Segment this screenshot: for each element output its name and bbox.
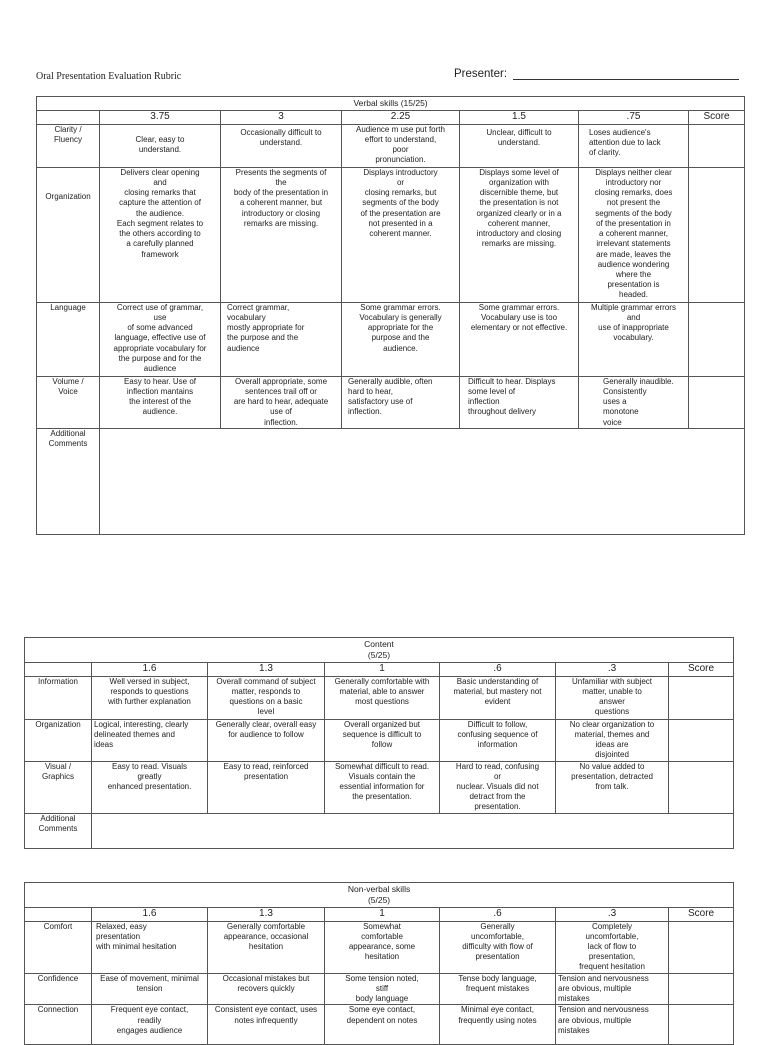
rubric-cell: No value added to presentation, detracted from talk. bbox=[556, 761, 669, 813]
score-header: Score bbox=[669, 907, 734, 921]
presenter-field bbox=[454, 68, 739, 80]
score-input-cell[interactable] bbox=[689, 302, 745, 376]
points-header: 1.5 bbox=[460, 110, 579, 124]
rubric-cell: Generally uncomfortable, difficulty with flow of presentation bbox=[440, 921, 556, 973]
rubric-cell: Overall command of subject matter, responds to questions on a basic level bbox=[208, 676, 325, 719]
points-header: 3.75 bbox=[100, 110, 221, 124]
rubric-cell: Presents the segments of the body of the presentation in a coherent manner, but introductory or closing remarks are missing. bbox=[221, 167, 342, 302]
rubric-cell: Unfamiliar with subject matter, unable to answer questions bbox=[556, 676, 669, 719]
points-header: .6 bbox=[440, 907, 556, 921]
rubric-cell: Easy to read, reinforced presentation bbox=[208, 761, 325, 813]
rubric-cell: Tension and nervousness are obvious, multiple mistakes bbox=[556, 1005, 669, 1045]
rubric-cell: Occasionally difficult to understand. bbox=[221, 124, 342, 167]
points-header: .3 bbox=[556, 907, 669, 921]
rubric-cell: Generally audible, often hard to hear, satisfactory use of inflection. bbox=[342, 376, 460, 428]
score-input-cell[interactable] bbox=[669, 761, 734, 813]
points-header: 1.6 bbox=[92, 662, 208, 676]
rubric-cell: Basic understanding of material, but mastery not evident bbox=[440, 676, 556, 719]
corner-cell bbox=[25, 907, 92, 921]
comments-input-cell[interactable] bbox=[100, 428, 745, 534]
rubric-cell: Displays introductory or closing remarks, but segments of the body of the presentation are not presented in a coherent manner. bbox=[342, 167, 460, 302]
non-verbal-skills-table bbox=[24, 882, 734, 1045]
rubric-cell: Correct grammar, vocabulary mostly appropriate for the purpose and the audience bbox=[221, 302, 342, 376]
rubric-cell: Delivers clear opening and closing remarks that capture the attention of the audience. Each segment relates to the others according to a carefully planned framework bbox=[100, 167, 221, 302]
rubric-cell: Logical, interesting, clearly delineated themes and ideas bbox=[92, 719, 208, 761]
verbal-skills-table bbox=[36, 96, 745, 535]
content-table bbox=[24, 637, 734, 849]
points-header: 3 bbox=[221, 110, 342, 124]
rubric-cell: Relaxed, easy presentation with minimal hesitation bbox=[92, 921, 208, 973]
score-input-cell[interactable] bbox=[669, 921, 734, 973]
rubric-cell: Displays some level of organization with discernible theme, but the presentation is not organized clearly or in a coherent manner, introductory and closing remarks are missing. bbox=[460, 167, 579, 302]
rubric-cell: Minimal eye contact, frequently using notes bbox=[440, 1005, 556, 1045]
rubric-cell: Overall organized but sequence is difficult to follow bbox=[325, 719, 440, 761]
rubric-cell: Some tension noted, stiff body language bbox=[325, 973, 440, 1005]
points-header: .6 bbox=[440, 662, 556, 676]
rubric-cell: Completely uncomfortable, lack of flow to presentation, frequent hesitation bbox=[556, 921, 669, 973]
score-header: Score bbox=[669, 662, 734, 676]
rubric-cell: Correct use of grammar, use of some advanced language, effective use of appropriate vocabulary for the purpose and for the audience bbox=[100, 302, 221, 376]
rubric-cell: No clear organization to material, themes and ideas are disjointed bbox=[556, 719, 669, 761]
rubric-cell: Frequent eye contact, readily engages audience bbox=[92, 1005, 208, 1045]
score-input-cell[interactable] bbox=[669, 676, 734, 719]
section-title: Verbal skills (15/25) bbox=[37, 97, 745, 111]
row-label-connection: Connection bbox=[25, 1005, 92, 1045]
rubric-cell: Displays neither clear introductory nor closing remarks, does not present the segments of the body of the presentation in a coherent manner, irrelevant statements are made, leaves the audience wondering where the presentation is headed. bbox=[579, 167, 689, 302]
rubric-cell: Tense body language, frequent mistakes bbox=[440, 973, 556, 1005]
rubric-cell: Unclear, difficult to understand. bbox=[460, 124, 579, 167]
presenter-label: Presenter: bbox=[454, 68, 508, 80]
rubric-cell: Ease of movement, minimal tension bbox=[92, 973, 208, 1005]
rubric-cell: Some grammar errors. Vocabulary is generally appropriate for the purpose and the audience. bbox=[342, 302, 460, 376]
points-header: .3 bbox=[556, 662, 669, 676]
rubric-cell: Tension and nervousness are obvious, multiple mistakes bbox=[556, 973, 669, 1005]
rubric-cell: Some grammar errors. Vocabulary use is too elementary or not effective. bbox=[460, 302, 579, 376]
score-input-cell[interactable] bbox=[669, 973, 734, 1005]
points-header: 1.6 bbox=[92, 907, 208, 921]
rubric-cell: Difficult to follow, confusing sequence of information bbox=[440, 719, 556, 761]
rubric-cell: Well versed in subject, responds to questions with further explanation bbox=[92, 676, 208, 719]
score-input-cell[interactable] bbox=[669, 1005, 734, 1045]
row-label-organization: Organization bbox=[37, 167, 100, 302]
rubric-cell: Generally clear, overall easy for audience to follow bbox=[208, 719, 325, 761]
points-header: 1.3 bbox=[208, 662, 325, 676]
row-label-organization: Organization bbox=[25, 719, 92, 761]
presenter-blank-line[interactable] bbox=[513, 68, 739, 80]
rubric-cell: Some eye contact, dependent on notes bbox=[325, 1005, 440, 1045]
points-header: .75 bbox=[579, 110, 689, 124]
score-input-cell[interactable] bbox=[669, 719, 734, 761]
rubric-cell: Somewhat difficult to read. Visuals contain the essential information for the presentation. bbox=[325, 761, 440, 813]
document-title: Oral Presentation Evaluation Rubric bbox=[36, 71, 182, 82]
row-label-clarity: Clarity / Fluency bbox=[37, 124, 100, 167]
rubric-cell: Hard to read, confusing or nuclear. Visuals did not detract from the presentation. bbox=[440, 761, 556, 813]
document-header bbox=[36, 68, 740, 88]
row-label-comments: Additional Comments bbox=[37, 428, 100, 534]
points-header: 2.25 bbox=[342, 110, 460, 124]
rubric-cell: Generally comfortable with material, able to answer most questions bbox=[325, 676, 440, 719]
rubric-cell: Generally inaudible. Consistently uses a monotone voice bbox=[579, 376, 689, 428]
comments-input-cell[interactable] bbox=[92, 813, 734, 848]
points-header: 1.3 bbox=[208, 907, 325, 921]
rubric-cell: Consistent eye contact, uses notes infrequently bbox=[208, 1005, 325, 1045]
corner-cell bbox=[25, 662, 92, 676]
row-label-language: Language bbox=[37, 302, 100, 376]
row-label-comfort: Comfort bbox=[25, 921, 92, 973]
rubric-cell: Clear, easy to understand. bbox=[100, 124, 221, 167]
row-label-visual-graphics: Visual / Graphics bbox=[25, 761, 92, 813]
points-header: 1 bbox=[325, 907, 440, 921]
score-input-cell[interactable] bbox=[689, 167, 745, 302]
rubric-cell: Easy to hear. Use of inflection mantains the interest of the audience. bbox=[100, 376, 221, 428]
rubric-cell: Somewhat comfortable appearance, some hesitation bbox=[325, 921, 440, 973]
row-label-volume-voice: Volume / Voice bbox=[37, 376, 100, 428]
points-header: 1 bbox=[325, 662, 440, 676]
rubric-cell: Difficult to hear. Displays some level of inflection throughout delivery bbox=[460, 376, 579, 428]
section-title: Non-verbal skills (5/25) bbox=[25, 883, 734, 908]
row-label-information: Information bbox=[25, 676, 92, 719]
score-header: Score bbox=[689, 110, 745, 124]
corner-cell bbox=[37, 110, 100, 124]
rubric-cell: Occasional mistakes but recovers quickly bbox=[208, 973, 325, 1005]
row-label-confidence: Confidence bbox=[25, 973, 92, 1005]
rubric-cell: Loses audience's attention due to lack of clarity. bbox=[579, 124, 689, 167]
rubric-cell: Audience m use put forth effort to understand, poor pronunciation. bbox=[342, 124, 460, 167]
rubric-cell: Multiple grammar errors and use of inappropriate vocabulary. bbox=[579, 302, 689, 376]
rubric-cell: Overall appropriate, some sentences trail off or are hard to hear, adequate use of inflection. bbox=[221, 376, 342, 428]
score-input-cell[interactable] bbox=[689, 376, 745, 428]
rubric-cell: Generally comfortable appearance, occasional hesitation bbox=[208, 921, 325, 973]
score-input-cell[interactable] bbox=[689, 124, 745, 167]
section-title: Content (5/25) bbox=[25, 638, 734, 663]
row-label-comments: Additional Comments bbox=[25, 813, 92, 848]
rubric-cell: Easy to read. Visuals greatly enhanced presentation. bbox=[92, 761, 208, 813]
